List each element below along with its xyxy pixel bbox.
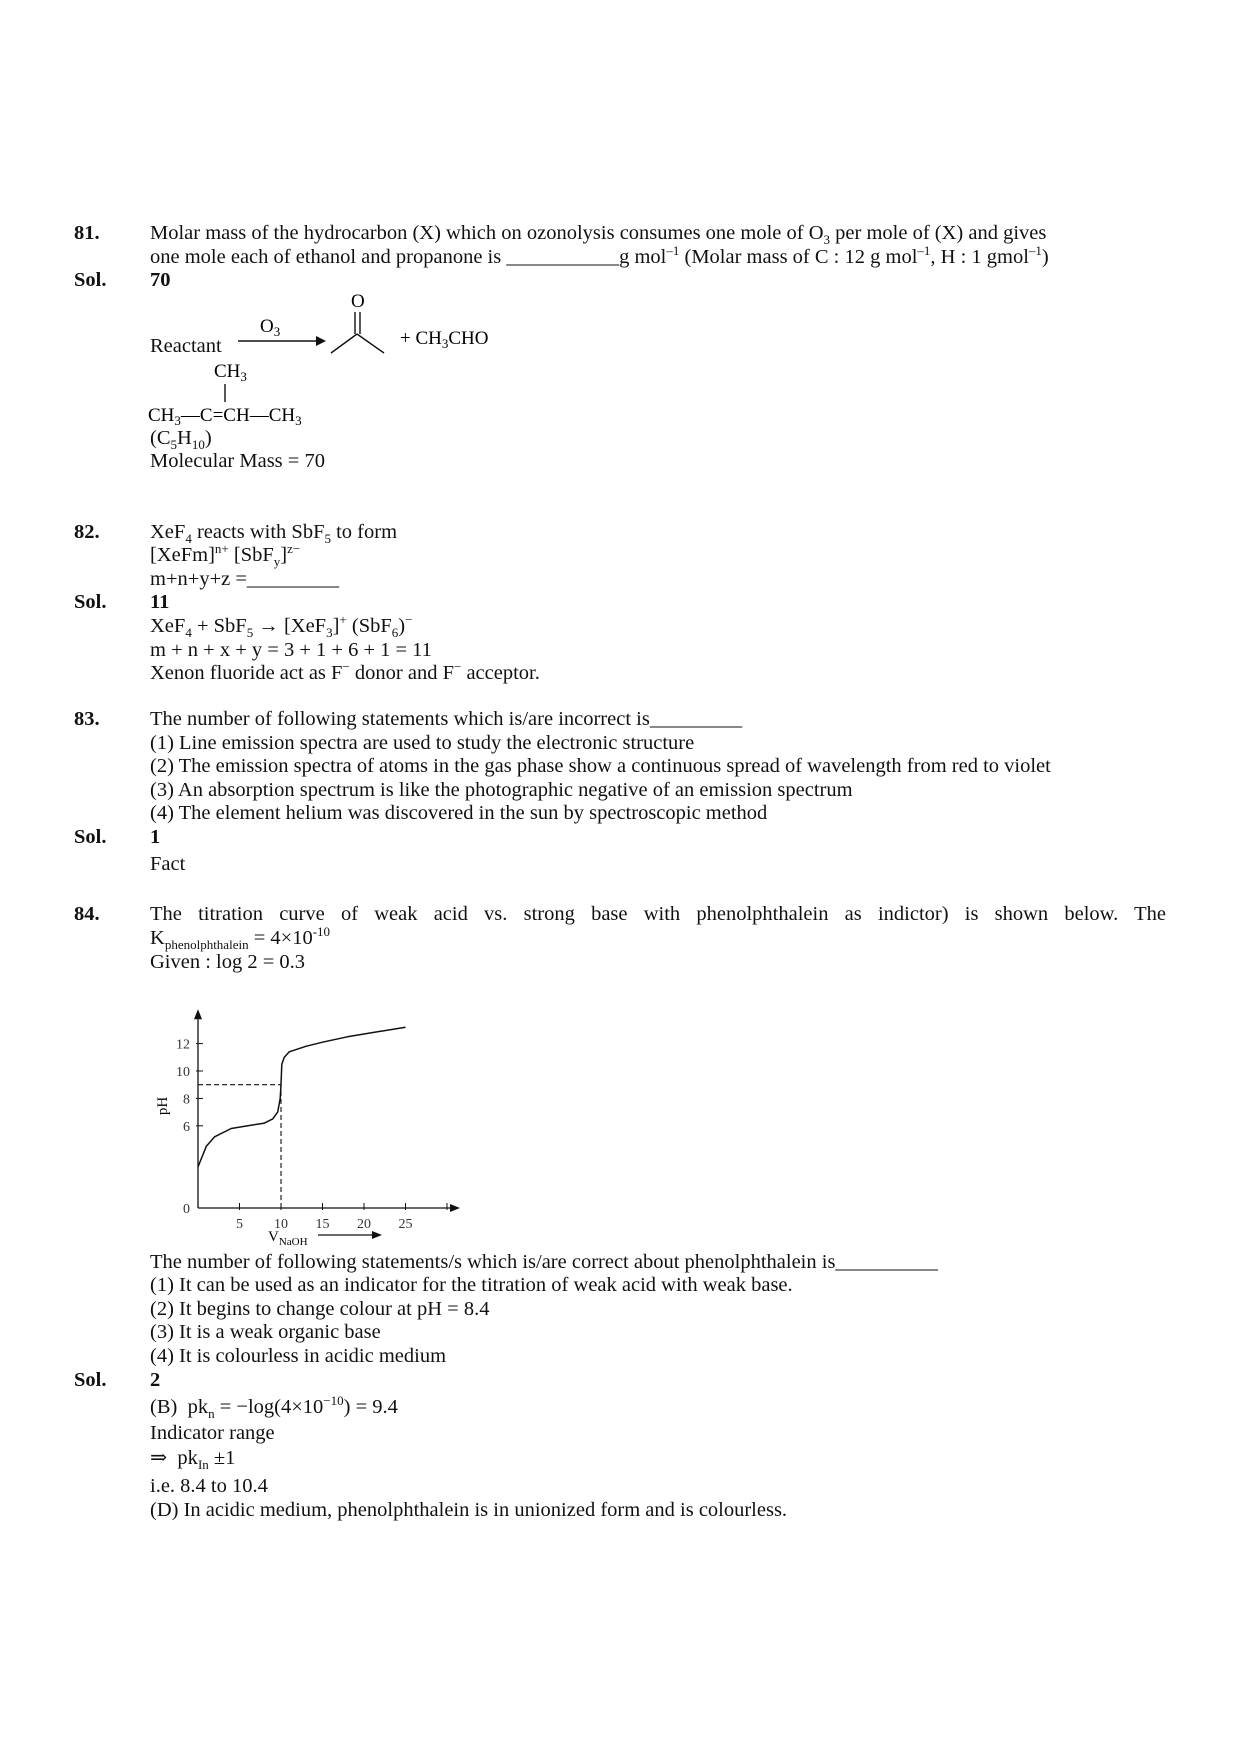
question-83-statement-1: (1) Line emission spectra are used to study the electronic structure (150, 732, 695, 754)
question-83-statement-2: (2) The emission spectra of atoms in the gas phase show a continuous spread of wavelength from red to violet (150, 755, 1051, 777)
titration-chart (150, 980, 490, 1250)
main-chain: $CH_3—C=CH—CH_3$ (148, 405, 302, 425)
question-83-number: 83. (74, 708, 100, 730)
question-82-sol1: XeF$_4$ + SbF$_5$ → [XeF$_3$]+ (SbF$_6$)− (150, 612, 413, 641)
question-82-line1: XeF$_4$ reacts with SbF$_5$ to form (150, 521, 398, 547)
x-tick-label: 25 (398, 1217, 413, 1232)
y-axis-label: pH (155, 1096, 171, 1116)
chart-ticks (176, 1038, 447, 1232)
carbonyl-oxygen: O (351, 291, 365, 312)
reaction-arrowhead (316, 336, 326, 346)
molecular-mass: Molecular Mass = 70 (150, 450, 325, 472)
reagent-o3: $O_3$ (260, 316, 281, 339)
x-tick-label: 10 (274, 1217, 288, 1232)
question-83-statement-3: (3) An absorption spectrum is like the photographic negative of an emission spectrum (150, 779, 853, 801)
question-84-answer: 2 (150, 1369, 161, 1391)
question-84-number: 84. (74, 903, 100, 925)
scheme-reactant-label: Reactant (150, 335, 222, 357)
question-84-statement-2: (2) It begins to change colour at pH = 8.4 (150, 1298, 490, 1320)
question-82-answer: 11 (150, 591, 170, 613)
question-81-answer: 70 (150, 269, 171, 291)
chart-series (198, 1027, 406, 1167)
acetone-left-bond (331, 334, 357, 353)
question-84-k-value: $K_{phenolphthalein} = 4\times 10^{-10}$ (150, 924, 331, 953)
question-84-statement-4: (4) It is colourless in acidic medium (150, 1345, 447, 1367)
methyl-branch: $CH_3$ (214, 361, 247, 384)
y-tick-label: 10 (176, 1065, 190, 1080)
question-82-line2: [XeFm]$^{n+}$ $[SbF_y]^{z-}$ (150, 541, 301, 570)
y-tick-label: 8 (183, 1092, 190, 1108)
question-81-sol-label: Sol. (74, 269, 107, 291)
question-82-sol2: m + n + x + y = 3 + 1 + 6 + 1 = 11 (150, 639, 432, 661)
question-83-explanation: Fact (150, 853, 186, 875)
question-81-text-line1: Molar mass of the hydrocarbon (X) which on ozonolysis consumes one mole of $O_3$ per mole of (X) and gives (150, 222, 1047, 248)
question-83-prompt: The number of following statements which is/are incorrect is_________ (150, 708, 743, 730)
reactant-structure (148, 355, 388, 425)
question-84-sol-d: (D) In acidic medium, phenolphthalein is in unionized form and is colourless. (150, 1499, 788, 1521)
question-84-statement-1: (1) It can be used as an indicator for the titration of weak acid with weak base. (150, 1274, 793, 1296)
reactant-formula: $(C_5H_{10})$ (150, 427, 212, 453)
question-84-sol-label: Sol. (74, 1369, 107, 1391)
y-tick-label: 0 (183, 1202, 190, 1217)
question-84-sol-b: (B) $pk_n = -\log(4\times 10^{-10}) = 9.4$ (150, 1393, 398, 1422)
x-label-arrowhead (372, 1231, 382, 1239)
x-tick-label: 15 (315, 1217, 330, 1232)
question-82-number: 82. (74, 521, 100, 543)
chart-axes (194, 1009, 460, 1212)
product-acetaldehyde: + $CH_3CHO$ (400, 328, 489, 351)
x-tick-label: 5 (236, 1217, 243, 1232)
y-tick-label: 12 (176, 1037, 190, 1053)
acetone-right-bond (357, 334, 384, 353)
question-84-intro: The titration curve of weak acid vs. strong base with phenolphthalein as indictor) is shown below. The (150, 903, 1166, 925)
question-84-sol-ie: i.e. 8.4 to 10.4 (150, 1475, 268, 1497)
y-axis-arrowhead (194, 1009, 202, 1019)
question-82-sol3: Xenon fluoride act as F− donor and F− acceptor. (150, 659, 540, 684)
x-axis-arrowhead (450, 1204, 460, 1212)
question-83-answer: 1 (150, 826, 161, 848)
y-tick-label: 6 (183, 1119, 190, 1135)
question-81-text-line2: one mole each of ethanol and propanone is ___________g mol$^{-1}$ (Molar mass of C : 12 g mol$^{-1}$, H : 1 gmol$^{-1}$) (150, 243, 1049, 268)
question-81-number: 81. (74, 222, 100, 244)
question-82-sol-label: Sol. (74, 591, 107, 613)
question-84-sol-range: Indicator range (150, 1422, 275, 1444)
question-83-statement-4: (4) The element helium was discovered in the sun by spectroscopic method (150, 802, 768, 824)
question-84-given: Given : log 2 = 0.3 (150, 951, 306, 973)
question-84-statement-3: (3) It is a weak organic base (150, 1321, 381, 1343)
x-axis-label: $V_{NaOH}$ (268, 1229, 308, 1248)
titration-curve (198, 1027, 406, 1167)
chart-reference-lines (198, 1085, 281, 1208)
question-82-line3: m+n+y+z =_________ (150, 568, 340, 590)
question-84-prompt: The number of following statements/s which is/are correct about phenolphthalein is__________ (150, 1251, 938, 1273)
question-83-sol-label: Sol. (74, 826, 107, 848)
x-tick-label: 20 (357, 1217, 371, 1232)
question-84-sol-pk: ⇒ $pk_{In} \pm 1$ (150, 1447, 236, 1473)
